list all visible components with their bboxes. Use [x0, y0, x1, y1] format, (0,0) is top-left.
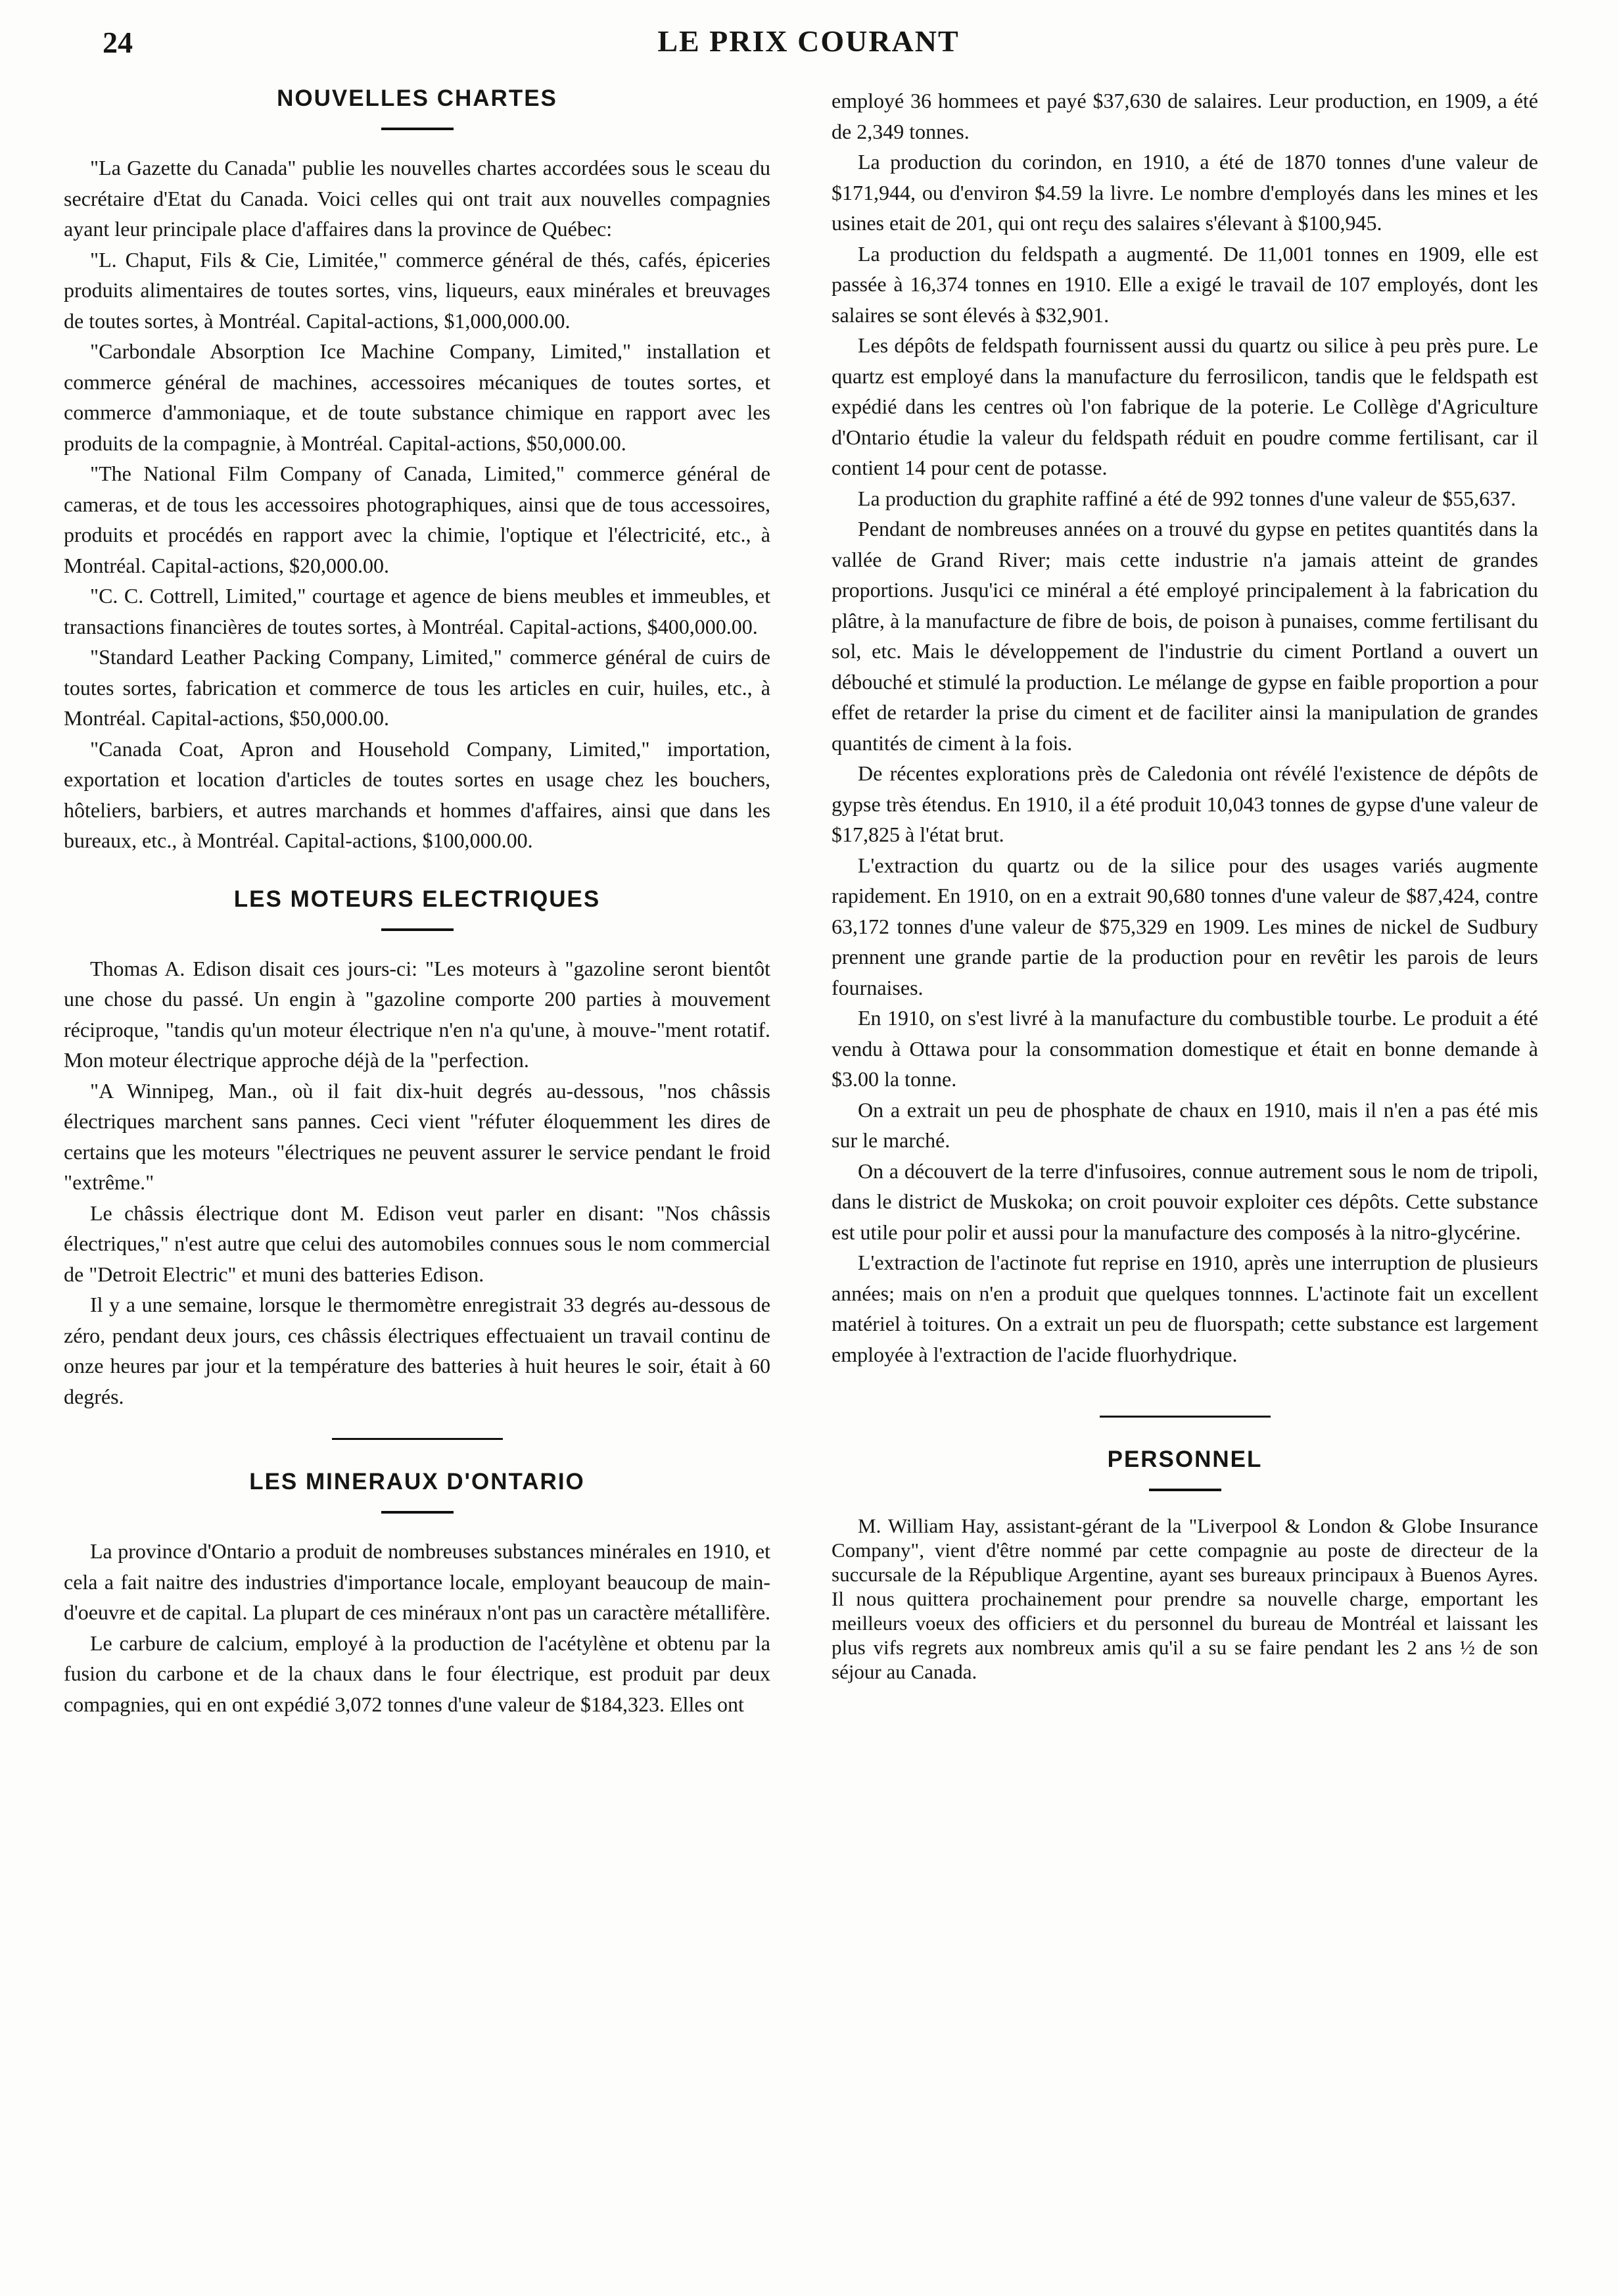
section-title-moteurs-electriques: LES MOTEURS ELECTRIQUES: [233, 886, 601, 912]
left-column: [64, 85, 770, 1719]
title-rule: [1149, 1489, 1221, 1491]
page-header: [0, 20, 1619, 59]
mineraux-paragraph: De récentes explorations près de Caledonia ont révélé l'existence de dépôts de gypse très étendus. En 1910, il a été produit 10,043 tonnes de gypse d'une valeur de $17,825 à l'état brut.: [832, 761, 1538, 846]
mineraux-paragraph: La production du graphite raffiné a été de 992 tonnes d'une valeur de $55,637.: [858, 486, 1516, 510]
mineraux-paragraph: Le carbure de calcium, employé à la production de l'acétylène et obtenu par la fusion du carbone et de la chaux dans le four électrique, est produit par deux compagnies, qui en ont expédié 3,072 tonnes d'une valeur de $184,323. Elles ont: [64, 1631, 770, 1716]
personnel-paragraph: M. William Hay, assistant-gérant de la "Liverpool & London & Globe Insurance Company", vient d'être nommé par cette compagnie au poste de directeur de la succursale de la République Argentine, ayant ses bureaux principaux à Buenos Ayres. Il nous quittera prochainement pour prendre sa nouvelle charge, emportant les meilleurs voeux des officiers et du personnel du bureau de Montréal et laissant les plus vifs regrets aux nombreux amis qu'il a su se faire pendant les 2 ans ½ de son séjour au Canada.: [832, 1514, 1538, 1683]
charter-entry: "The National Film Company of Canada, Limited," commerce général de cameras, et de tous les accessoires photographiques, ainsi que de tous accessoires, produits et procédés en rapport avec la chimie, l'optique et l'électricité, etc., à Montréal. Capital-actions, $20,000.00.: [64, 462, 770, 577]
right-column: [832, 85, 1538, 1684]
section-separator: [332, 1438, 503, 1440]
section-separator: [1100, 1416, 1271, 1418]
section-title-mineraux-ontario: LES MINERAUX D'ONTARIO: [249, 1469, 585, 1495]
mineraux-paragraph: On a extrait un peu de phosphate de chaux en 1910, mais il n'en a pas été mis sur le marché.: [832, 1097, 1538, 1152]
title-rule: [381, 1511, 454, 1514]
section-title-nouvelles-chartes: NOUVELLES CHARTES: [277, 85, 557, 111]
journal-title: LE PRIX COURANT: [657, 24, 960, 58]
title-rule: [381, 128, 454, 130]
moteurs-paragraph: "A Winnipeg, Man., où il fait dix-huit degrés au-dessous, "nos châssis électriques marchent sans pannes. Ceci vient "réfuter éloquemment les dires de certains que les moteurs "électriques ne peuvent assurer le service pendant le froid "extrême.": [64, 1078, 770, 1194]
mineraux-paragraph: En 1910, on s'est livré à la manufacture du combustible tourbe. Le produit a été vendu à Ottawa pour la consommation domestique et était en bonne demande à $3.00 la tonne.: [832, 1006, 1538, 1091]
charter-entry: "L. Chaput, Fils & Cie, Limitée," commerce général de thés, cafés, épiceries produits alimentaires de toutes sortes, vins, liqueurs, eaux minérales et breuvages de toutes sortes, à Montréal. Capital-actions, $1,000,000.00.: [64, 247, 770, 333]
mineraux-paragraph: Pendant de nombreuses années on a trouvé du gypse en petites quantités dans la vallée de Grand River; mais cette industrie n'a jamais atteint de grandes proportions. Jusqu'ici ce minéral a été employé principalement à la fabrication du plâtre, à la manufacture de fibre de bois, de poison à punaises, comme fertilisant du sol, etc. Mais le développement de l'industrie du ciment Portland a ouvert un débouché et stimulé la production. Le mélange de gypse en faible proportion a pour effet de retarder la prise du ciment et de faciliter ainsi la manipulation de grandes quantités de ciment à la fois.: [832, 517, 1538, 755]
personnel-section: [832, 1447, 1538, 1684]
section-title-personnel: PERSONNEL: [1107, 1447, 1263, 1472]
page-number: 24: [103, 26, 133, 59]
moteurs-paragraph: Thomas A. Edison disait ces jours-ci: "Les moteurs à "gazoline seront bientôt une chose du passé. Un engin à "gazoline comporte 200 parties à mouvement réciproque, "tandis qu'un moteur électrique n'en n'a qu'une, à mouve-"ment rotatif. Mon moteur électrique approche déjà de la "perfection.: [64, 956, 770, 1072]
charter-entry: "C. C. Cottrell, Limited," courtage et agence de biens meubles et immeubles, et transactions financières de toutes sortes, à Montréal. Capital-actions, $400,000.00.: [64, 584, 770, 638]
mineraux-paragraph: La production du feldspath a augmenté. De 11,001 tonnes en 1909, elle est passée à 16,374 tonnes en 1910. Elle a exigé le travail de 107 employés, dont les salaires se sont élevés à $32,901.: [832, 241, 1538, 327]
charter-entry: "Standard Leather Packing Company, Limited," commerce général de cuirs de toutes sortes, fabrication et commerce de tous les articles en cuir, huiles, etc., à Montréal. Capital-actions, $50,000.00.: [64, 645, 770, 730]
mineraux-paragraph: La production du corindon, en 1910, a été de 1870 tonnes d'une valeur de $171,944, ou d'environ $4.59 la livre. Le nombre d'employés dans les mines et les usines etait de 201, qui ont reçu des salaires s'élevant à $100,945.: [832, 150, 1538, 235]
title-rule: [381, 928, 454, 931]
mineraux-paragraph: La province d'Ontario a produit de nombreuses substances minérales en 1910, et cela a fait naitre des industries d'importance locale, employant beaucoup de main-d'oeuvre et de capital. La plupart de ces minéraux n'ont pas un caractère métallifère.: [64, 1539, 771, 1624]
charter-entry: "Canada Coat, Apron and Household Company, Limited," importation, exportation et location d'articles de toutes sortes en usage chez les bouchers, hôteliers, barbiers, et autres marchands et hommes d'affaires, ainsi que dans les bureaux, etc., à Montréal. Capital-actions, $100,000.00.: [64, 736, 770, 852]
charter-entry: "Carbondale Absorption Ice Machine Company, Limited," installation et commerce général de machines, accessoires mécaniques de toutes sortes, et commerce d'ammoniaque, et de toute substance chimique en rapport avec les produits de la compagnie, à Montréal. Capital-actions, $50,000.00.: [64, 339, 770, 455]
mineraux-paragraph: L'extraction de l'actinote fut reprise en 1910, après une interruption de plusieurs années; mais on n'en a produit que quelques tonnnes. L'actinote fait un excellent matériel à toitures. On a extrait un peu de fluorspath; cette substance est largement employée à l'extraction de l'acide fluorhydrique.: [832, 1251, 1538, 1366]
mineraux-paragraph: L'extraction du quartz ou de la silice pour des usages variés augmente rapidement. En 1910, on en a extrait 90,680 tonnes d'une valeur de $87,424, contre 63,172 tonnes d'une valeur de $75,329 en 1909. Les mines de nickel de Sudbury prennent une grande partie de la production pour en revêtir les parois de leurs fournaises.: [832, 853, 1538, 999]
moteurs-paragraph: Le châssis électrique dont M. Edison veut parler en disant: "Nos châssis électriques," n'est autre que celui des automobiles connues sous le nom commercial de "Detroit Electric" et muni des batteries Edison.: [64, 1201, 770, 1286]
mineraux-paragraph: On a découvert de la terre d'infusoires, connue autrement sous le nom de tripoli, dans le district de Muskoka; on croit pouvoir exploiter ces dépôts. Cette substance est utile pour polir et aussi pour la manufacture des composés à la nitro-glycérine.: [832, 1159, 1538, 1244]
mineraux-paragraph: Les dépôts de feldspath fournissent aussi du quartz ou silice à peu près pure. Le quartz est employé dans la manufacture du ferrosilicon, tandis que le feldspath est expédié dans les centres où l'on fabrique de la poterie. Le Collège d'Agriculture d'Ontario étudie la valeur du feldspath réduit en poudre comme fertilisant, car il contient 14 pour cent de potasse.: [832, 333, 1538, 479]
moteurs-paragraph: Il y a une semaine, lorsque le thermomètre enregistrait 33 degrés au-dessous de zéro, pendant deux jours, ces châssis électriques effectuaient un travail continu de onze heures par jour et la température des batteries à huit heures le soir, était à 60 degrés.: [64, 1293, 770, 1408]
chartes-intro: "La Gazette du Canada" publie les nouvelles chartes accordées sous le sceau du secrétaire d'Etat du Canada. Voici celles qui ont trait aux nouvelles compagnies ayant leur principale place d'affaires dans la province de Québec:: [64, 156, 770, 241]
mineraux-continuation: employé 36 hommees et payé $37,630 de salaires. Leur production, en 1909, a été de 2,349 tonnes.: [832, 89, 1538, 143]
